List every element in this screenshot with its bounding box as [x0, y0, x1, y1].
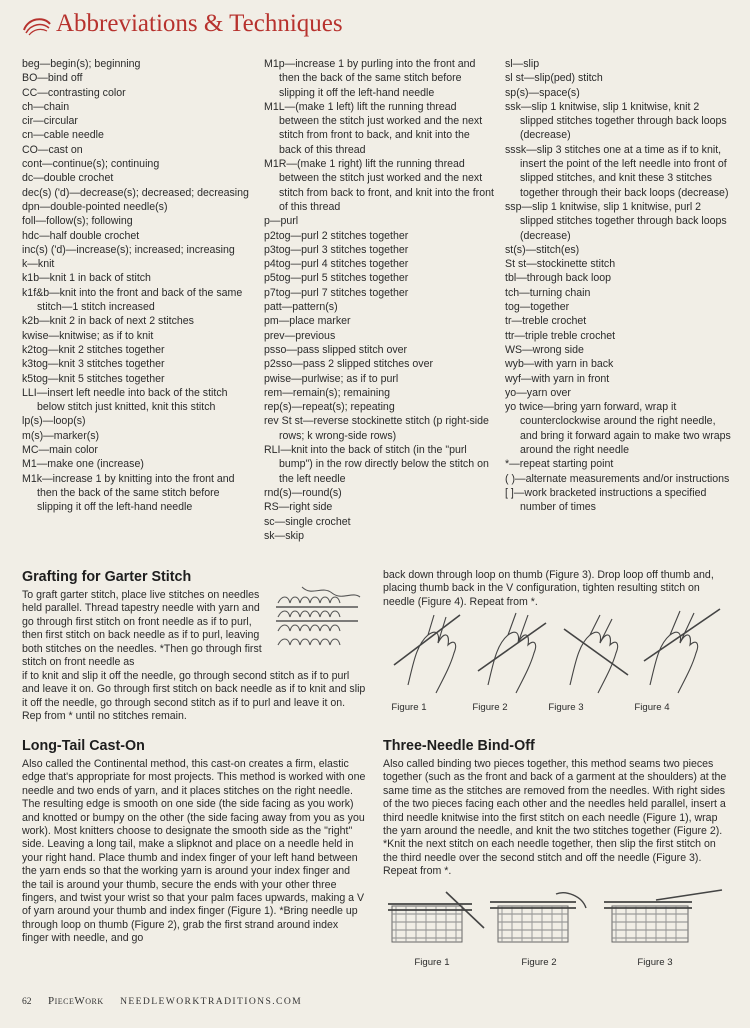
abbreviation-entry: tch—turning chain [505, 286, 591, 299]
abbreviation-entry: BO—bind off [22, 72, 83, 85]
three-needle-text: Also called binding two pieces together, this method seams two pieces together (such as the front and back of a garment at the shoulders) at the same time as the stitches are removed from the needles. With right sides of the two pieces facing each other and the needles held parallel, insert a third needle knitwise into the first stitch on each needle (Figure 1), wrap the yarn around the needle, and knit the two stitches together (Figure 2). *Knit the next stitch on each needle together, then slip the first stitch on the third needle over the second stitch and off the needle (Figure 3). Repeat from *. [383, 758, 727, 878]
abbreviation-entry: MC—main color [22, 444, 98, 457]
abbreviation-entry: rnd(s)—round(s) [264, 486, 342, 499]
abbreviation-entry: st(s)—stitch(es) [505, 243, 580, 256]
abbreviation-entry: k5tog—knit 5 stitches together [22, 372, 165, 385]
abbreviation-entry: sp(s)—space(s) [505, 86, 580, 99]
abbreviation-entry: foll—follow(s); following [22, 215, 133, 228]
page-title: Abbreviations & Techniques [56, 10, 343, 37]
abbreviation-entry: [ ]—work bracketed instructions a specified number of times [505, 486, 707, 514]
grafting-text-bottom: if to knit and slip it off the needle, go through second stitch as if to purl and leave it on. Go through first stitch on back needle as if to knit and slip it off the needle, go through second stitch as if to purl and leave it on. Rep from * until no stitches remain. [22, 670, 366, 723]
abbreviation-entry: p5tog—purl 5 stitches together [264, 272, 409, 285]
abbreviation-entry: inc(s) ('d)—increase(s); increased; increasing [22, 243, 235, 256]
longtail-cast-on-figures [388, 605, 723, 700]
abbreviation-entry: cir—circular [22, 115, 78, 128]
abbreviation-entry: prev—previous [264, 329, 336, 342]
abbreviation-entry: k—knit [22, 258, 55, 271]
longtail-figure-4-label: Figure 4 [634, 702, 670, 713]
abbreviation-entry: k3tog—knit 3 stitches together [22, 358, 165, 371]
three-needle-figures [386, 888, 726, 950]
abbreviation-entry: WS—wrong side [505, 343, 584, 356]
abbreviation-entry: k2tog—knit 2 stitches together [22, 343, 165, 356]
abbreviation-entry: yo—yarn over [505, 386, 571, 399]
abbreviation-entry: RS—right side [264, 501, 333, 514]
abbreviation-entry: sc—single crochet [264, 515, 351, 528]
abbreviation-entry: RLI—knit into the back of stitch (in the "purl bump") in the row directly below the stitch on the left needle [264, 444, 489, 485]
website-url: NEEDLEWORKTRADITIONS.COM [120, 996, 303, 1007]
abbreviation-entry: sl—slip [505, 58, 540, 70]
page-footer [22, 995, 316, 1007]
three-needle-title: Three-Needle Bind-Off [383, 738, 535, 754]
abbreviation-entry: tog—together [505, 301, 570, 314]
abbreviation-entry: M1p—increase 1 by purling into the front and then the back of the same stitch before slipping it off the left-hand needle [264, 58, 476, 99]
abbreviation-entry: rev St st—reverse stockinette stitch (p right-side rows; k wrong-side rows) [264, 415, 489, 442]
abbreviation-entry: M1R—(make 1 right) lift the running thread between the stitch just worked and the next stitch from back to front, and knit into the front of this thread [264, 158, 494, 213]
abbreviation-entry: cont—continue(s); continuing [22, 158, 160, 171]
abbreviation-entry: dpn—double-pointed needle(s) [22, 200, 168, 213]
longtail-title: Long-Tail Cast-On [22, 738, 145, 754]
abbreviation-entry: rem—remain(s); remaining [264, 386, 390, 399]
abbreviation-entry: pm—place marker [264, 315, 351, 328]
abbreviation-entry: sssk—slip 3 stitches one at a time as if to knit, insert the point of the left needle into front of slipped stitches, and knit these 3 stitches together through their back loops (decrease) [505, 143, 729, 199]
abbreviation-entry: patt—pattern(s) [264, 301, 338, 314]
grafting-title: Grafting for Garter Stitch [22, 569, 192, 585]
abbreviations-column-3 [505, 57, 735, 515]
longtail-figure-2-label: Figure 2 [472, 702, 508, 713]
abbreviation-entry: *—repeat starting point [505, 458, 614, 471]
longtail-text: Also called the Continental method, this cast-on creates a firm, elastic edge that's appropriate for most projects. This method is worked with one needle and two ends of yarn, and it places stitches on the right needle. The resulting edge is smooth on one side (the side facing as you work) and knotted or bumpy on the other (the side facing away from you as you work). Most knitters choose to designate the smooth side as the "right" side. Leaving a long tail, make a slipknot and place on a needle held in your right hand. Place thumb and index finger of your left hand between the yarn ends so that the working yarn is around your index finger and the tail is around your thumb, secure the ends with your other three fingers, and twist your wrist so that your palm faces upwards, making a V of yarn around your thumb and index finger (Figure 1). *Bring needle up through loop on thumb (Figure 2), grab the first strand around index finger with needle, and go [22, 758, 366, 945]
abbreviation-entry: p2sso—pass 2 slipped stitches over [264, 358, 433, 371]
abbreviation-entry: k1b—knit 1 in back of stitch [22, 272, 151, 285]
three-needle-figure-2-label: Figure 2 [521, 957, 557, 968]
abbreviation-entry: CC—contrasting color [22, 86, 126, 99]
abbreviation-entry: ch—chain [22, 100, 70, 113]
abbreviation-entry: p3tog—purl 3 stitches together [264, 243, 409, 256]
abbreviation-entry: k1f&b—knit into the front and back of the same stitch—1 stitch increased [22, 286, 243, 314]
abbreviation-entry: hdc—half double crochet [22, 229, 140, 242]
grafting-text-top: To graft garter stitch, place live stitches on needles held parallel. Thread tapestry needle with yarn and go through first stitch on front needle as if to purl, then first stitch on back needle as if to purl, leaving both stitches on the needles. *Then go through first stitch on front needle as [22, 589, 262, 669]
abbreviation-entry: dec(s) ('d)—decrease(s); decreased; decreasing [22, 186, 249, 199]
abbreviation-entry: M1k—increase 1 by knitting into the front and then the back of the same stitch before slipping it off the left-hand needle [22, 472, 235, 514]
abbreviation-entry: kwise—knitwise; as if to knit [22, 329, 154, 342]
abbreviations-column-2 [264, 57, 494, 543]
abbreviation-entry: CO—cast on [22, 143, 83, 156]
longtail-continuation-text: back down through loop on thumb (Figure 3). Drop loop off thumb and, placing thumb back in the V configuration, tighten resulting stitch on needle (Figure 4). Repeat from *. [383, 569, 714, 608]
abbreviation-entry: psso—pass slipped stitch over [264, 343, 408, 356]
abbreviation-entry: k2b—knit 2 in back of next 2 stitches [22, 315, 194, 328]
magazine-name: PieceWork [48, 995, 104, 1007]
abbreviation-entry: beg—begin(s); beginning [22, 58, 141, 70]
three-needle-figure-3-label: Figure 3 [637, 957, 673, 968]
abbreviation-entry: p2tog—purl 2 stitches together [264, 229, 409, 242]
abbreviation-entry: lp(s)—loop(s) [22, 415, 86, 428]
abbreviation-entry: sk—skip [264, 529, 305, 542]
abbreviation-entry: M1L—(make 1 left) lift the running thread between the stitch just worked and the next stitch from front to back, and knit into the back of this thread [264, 100, 483, 156]
abbreviation-entry: sl st—slip(ped) stitch [505, 72, 603, 85]
abbreviation-entry: St st—stockinette stitch [505, 258, 616, 271]
abbreviation-entry: ssk—slip 1 knitwise, slip 1 knitwise, knit 2 slipped stitches together through back loops (decrease) [505, 100, 727, 142]
abbreviation-entry: p4tog—purl 4 stitches together [264, 258, 409, 271]
abbreviation-entry: wyf—with yarn in front [505, 372, 610, 385]
longtail-figure-1-label: Figure 1 [391, 702, 427, 713]
abbreviations-column-1 [22, 57, 255, 515]
abbreviation-entry: ttr—triple treble crochet [505, 329, 616, 342]
page-header [22, 10, 722, 44]
abbreviation-entry: rep(s)—repeat(s); repeating [264, 401, 395, 414]
swirl-ornament-icon [22, 16, 52, 36]
abbreviation-entry: tr—treble crochet [505, 315, 587, 328]
abbreviation-entry: dc—double crochet [22, 172, 114, 185]
abbreviation-entry: p7tog—purl 7 stitches together [264, 286, 409, 299]
longtail-figure-3-label: Figure 3 [548, 702, 584, 713]
abbreviation-entry: ssp—slip 1 knitwise, slip 1 knitwise, purl 2 slipped stitches together through back loops (decrease) [505, 200, 727, 242]
abbreviation-entry: m(s)—marker(s) [22, 429, 100, 442]
three-needle-figure-1-label: Figure 1 [414, 957, 450, 968]
abbreviation-entry: LLI—insert left needle into back of the stitch below stitch just knitted, knit this stitch [22, 386, 228, 414]
page-number: 62 [22, 996, 32, 1007]
abbreviation-entry: cn—cable needle [22, 129, 104, 142]
abbreviation-entry: tbl—through back loop [505, 272, 612, 285]
abbreviation-entry: pwise—purlwise; as if to purl [264, 372, 399, 385]
abbreviation-entry: wyb—with yarn in back [505, 358, 614, 371]
abbreviation-entry: p—purl [264, 215, 299, 228]
abbreviation-entry: ( )—alternate measurements and/or instructions [505, 472, 730, 485]
abbreviation-entry: M1—make one (increase) [22, 458, 144, 471]
grafting-stitch-diagram [272, 583, 364, 655]
abbreviation-entry: yo twice—bring yarn forward, wrap it counterclockwise around the right needle, and bring it forward again to make two wraps around the right needle [505, 401, 731, 457]
